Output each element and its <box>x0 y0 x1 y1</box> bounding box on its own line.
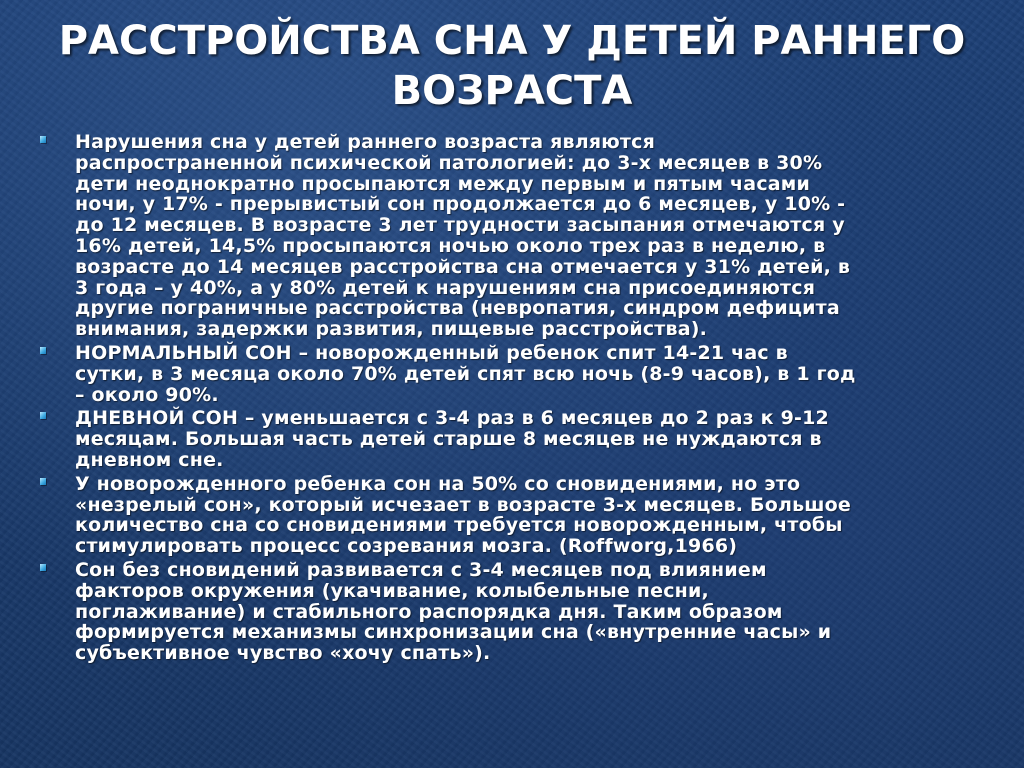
list-item-line: распространенной психической патологией: до 3-х месяцев в 30% <box>75 151 823 174</box>
square-bullet-icon <box>40 564 46 571</box>
list-item-line: месяцам. Большая часть детей старше 8 месяцев не нуждаются в <box>75 428 822 451</box>
slide-title <box>40 16 984 116</box>
list-item <box>40 560 970 664</box>
list-item-line: внимания, задержки развития, пищевые расстройства). <box>75 318 708 341</box>
square-bullet-icon <box>40 136 46 143</box>
list-item-line: Сон без сновидений развивается с 3-4 месяцев под влиянием <box>75 558 767 581</box>
list-item-line: до 12 месяцев. В возрасте 3 лет трудности засыпания отмечаются у <box>75 214 845 237</box>
list-item-line: факторов окружения (укачивание, колыбельные песни, <box>75 579 709 602</box>
list-item <box>40 474 970 557</box>
title-line-1: РАССТРОЙСТВА СНА У ДЕТЕЙ РАННЕГО <box>58 18 966 64</box>
list-item <box>40 343 970 405</box>
list-item-line: сутки, в 3 месяца около 70% детей спят всю ночь (8-9 часов), в 1 год <box>75 362 856 385</box>
list-item-line: НОРМАЛЬНЫЙ СОН – новорожденный ребенок спит 14-21 час в <box>75 341 788 364</box>
title-line-2: ВОЗРАСТА <box>391 68 633 114</box>
list-item-line: дети неоднократно просыпаются между первым и пятым часами <box>75 172 811 195</box>
list-item-line: «незрелый сон», который исчезает в возрасте 3-х месяцев. Большое <box>75 493 852 516</box>
list-item-line: дневном сне. <box>75 448 224 471</box>
list-item-line: Нарушения сна у детей раннего возраста являются <box>75 131 656 153</box>
list-item-line: ночи, у 17% - прерывистый сон продолжается до 6 месяцев, у 10% - <box>75 193 846 216</box>
square-bullet-icon <box>40 478 46 485</box>
list-item-line: – около 90%. <box>75 383 219 406</box>
list-item-line: субъективное чувство «хочу спать»). <box>75 642 491 665</box>
list-item <box>40 408 970 470</box>
square-bullet-icon <box>40 412 46 419</box>
list-item-line: ДНЕВНОЙ СОН – уменьшается с 3-4 раз в 6 месяцев до 2 раз к 9-12 <box>75 407 829 430</box>
list-item-line: 3 года – у 40%, а у 80% детей к нарушениям сна присоединяются <box>75 276 816 299</box>
list-item <box>40 132 970 340</box>
square-bullet-icon <box>40 347 46 354</box>
list-item-line: 16% детей, 14,5% просыпаются ночью около трех раз в неделю, в <box>75 234 826 257</box>
list-item-line: возрасте до 14 месяцев расстройства сна отмечается у 31% детей, в <box>75 255 851 278</box>
list-item-line: У новорожденного ребенка сон на 50% со сновидениями, но это <box>75 472 801 495</box>
list-item-line: формируется механизмы синхронизации сна («внутренние часы» и <box>75 621 832 644</box>
bullet-list <box>40 132 970 667</box>
list-item-line: стимулировать процесс созревания мозга. (Roffworg,1966) <box>75 535 738 558</box>
list-item-line: количество сна со сновидениями требуется новорожденным, чтобы <box>75 514 843 537</box>
list-item-line: другие пограничные расстройства (невропатия, синдром дефицита <box>75 297 840 320</box>
list-item-line: поглаживание) и стабильного распорядка дня. Таким образом <box>75 600 783 623</box>
